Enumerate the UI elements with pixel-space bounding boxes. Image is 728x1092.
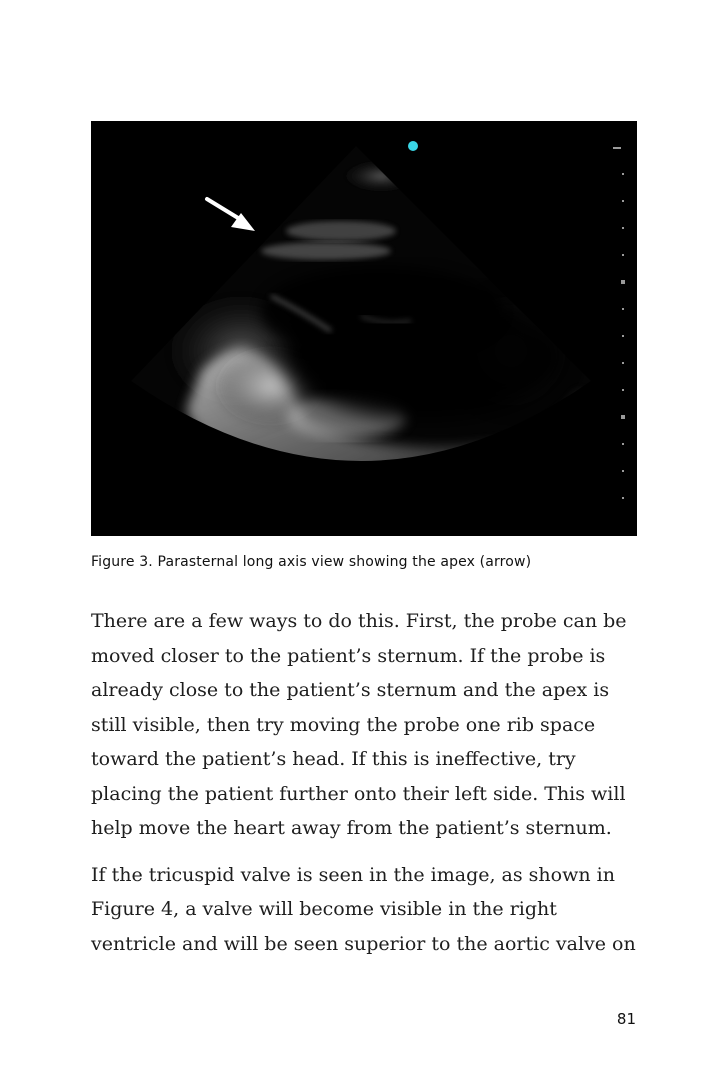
text-line: There are a few ways to do this. First, the probe can be [91,610,627,632]
ultrasound-image [91,121,637,536]
paragraph-1 [91,604,651,846]
body-text [91,604,651,973]
text-line: placing the patient further onto their left side. This will [91,782,626,805]
text-line: moved closer to the patient’s sternum. If the probe is [91,644,606,667]
text-line: already close to the patient’s sternum and the apex is [91,679,610,701]
paragraph-2 [91,858,651,962]
text-line: If the tricuspid valve is seen in the image, as shown in [91,863,615,886]
text-line: toward the patient’s head. If this is ineffective, try [91,748,576,770]
ultrasound-figure [91,121,637,536]
text-line: Figure 4, a valve will become visible in the right [91,898,557,920]
page-number: 81 [616,1010,636,1028]
text-line: help move the heart away from the patient’s sternum. [91,817,612,839]
orientation-marker [408,141,418,151]
text-line: ventricle and will be seen superior to the aortic valve on [91,932,636,955]
text-line: still visible, then try moving the probe one rib space [91,713,596,736]
figure-caption: Figure 3. Parasternal long axis view showing the apex (arrow) [91,554,532,570]
